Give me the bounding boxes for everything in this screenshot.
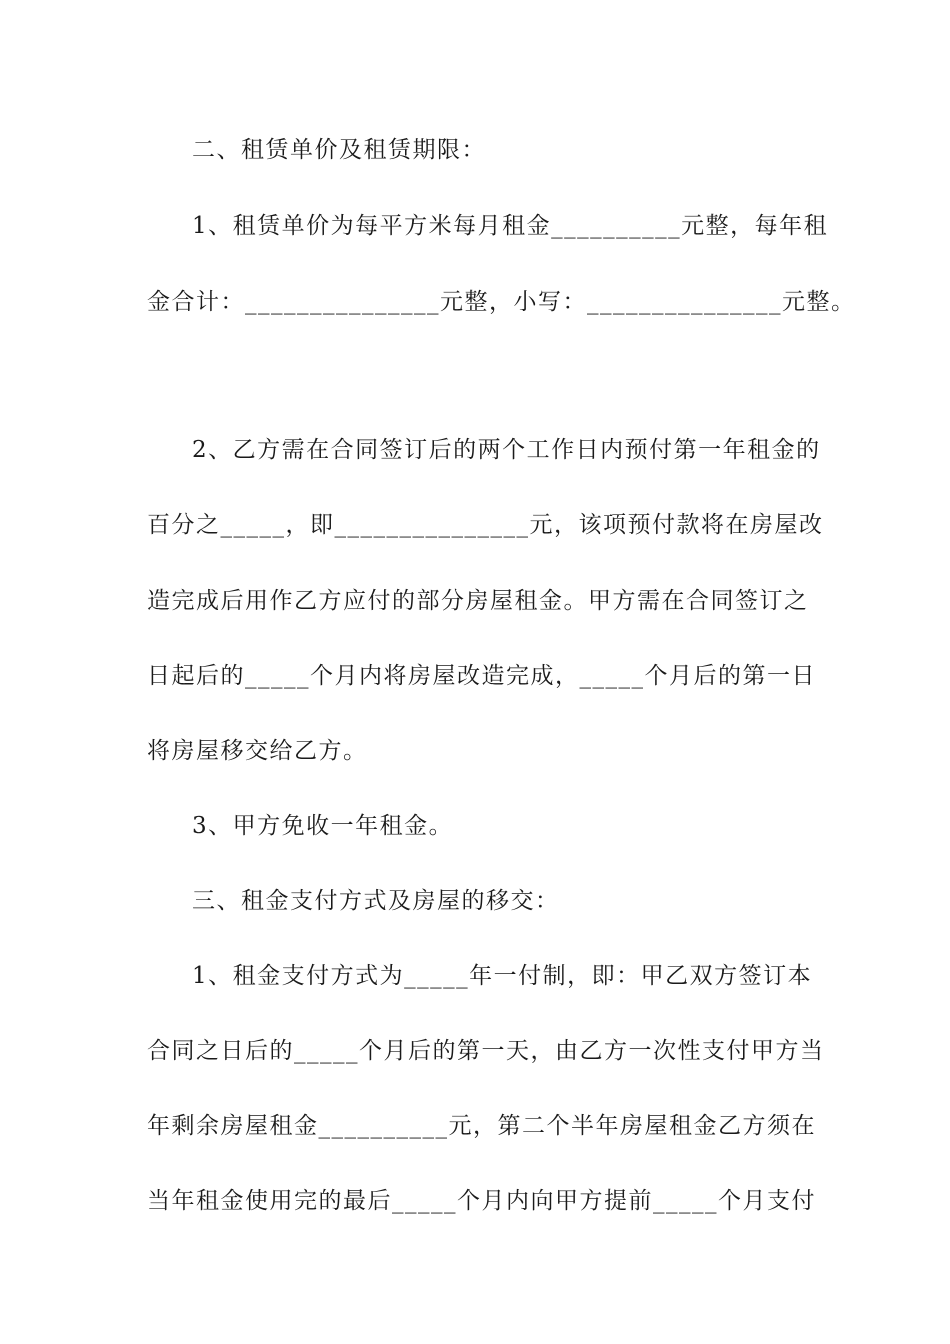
paragraph-line: 百分之_____，即_______________元，该项预付款将在房屋改 <box>147 512 824 538</box>
paragraph-line: 金合计：_______________元整，小写：_______________元整。 <box>147 289 856 315</box>
paragraph-line: 2、乙方需在合同签订后的两个工作日内预付第一年租金的 <box>192 437 821 463</box>
section-heading-2: 二、租赁单价及租赁期限： <box>192 137 486 163</box>
paragraph-line: 造完成后用作乙方应付的部分房屋租金。甲方需在合同签订之 <box>147 588 809 614</box>
paragraph-line: 合同之日后的_____个月后的第一天，由乙方一次性支付甲方当 <box>147 1038 825 1064</box>
paragraph-line: 1、租金支付方式为_____年一付制，即：甲乙双方签订本 <box>192 963 813 989</box>
paragraph-line: 日起后的_____个月内将房屋改造完成，_____个月后的第一日 <box>147 663 816 689</box>
section-heading-3: 三、租金支付方式及房屋的移交： <box>192 888 560 914</box>
paragraph-line: 将房屋移交给乙方。 <box>147 738 368 764</box>
paragraph-line: 当年租金使用完的最后_____个月内向甲方提前_____个月支付 <box>147 1188 816 1214</box>
paragraph-line: 3、甲方免收一年租金。 <box>192 813 454 839</box>
paragraph-line: 年剩余房屋租金__________元，第二个半年房屋租金乙方须在 <box>147 1113 816 1139</box>
paragraph-line: 1、租赁单价为每平方米每月租金__________元整，每年租 <box>192 213 829 239</box>
